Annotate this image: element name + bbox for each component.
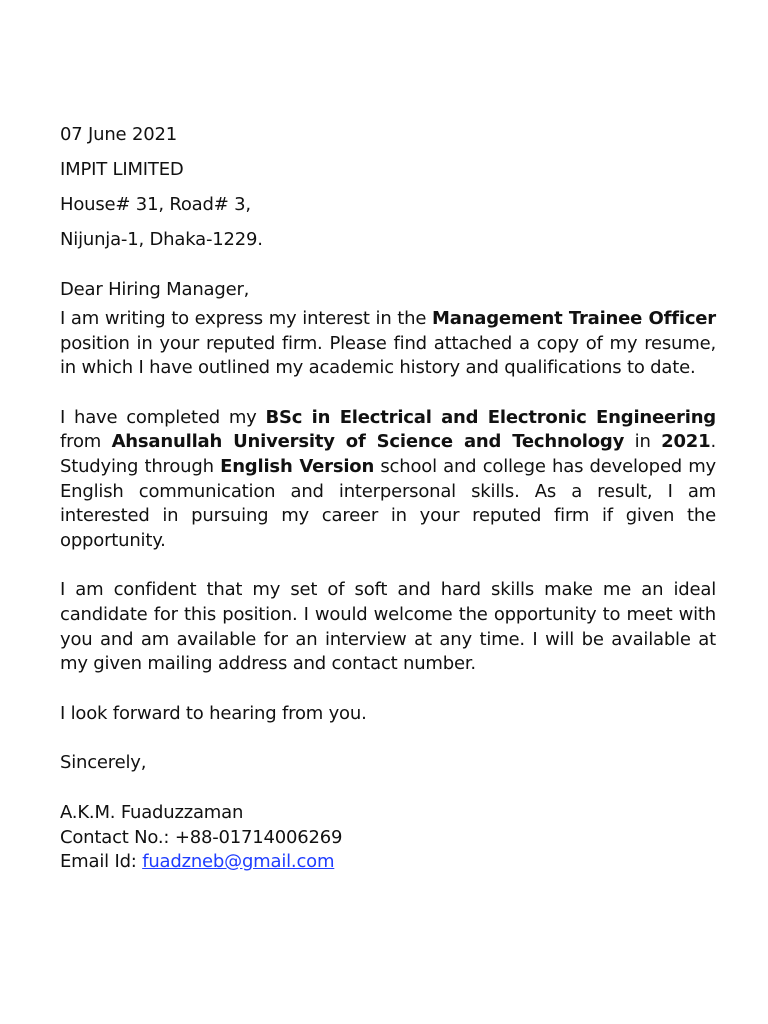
paragraph-education [60,406,716,554]
signature-email [60,850,716,875]
medium: English Version [220,455,375,477]
text-run: I have completed my [60,406,266,428]
spacer [60,776,716,801]
text-run: school and college has developed my English communication and interpersonal skills. As a result, I am interested in pursuing my career in your reputed firm if given the opportunity. [60,455,716,551]
spacer [60,677,716,702]
graduation-year: 2021 [661,431,711,453]
spacer [60,381,716,406]
text-run: in [624,431,662,453]
email-label: Email Id: [60,851,143,873]
paragraph-confidence: I am confident that my set of soft and hard skills make me an ideal candidate for this position. I would welcome the opportunity to meet with you and am available for an interview at any time. I will be available at my given mailing address and contact number. [60,579,716,675]
text-run: . Studying through [60,431,716,477]
address-line-1: House# 31, Road# 3, [60,194,251,215]
university: Ahsanullah University of Science and Technology [111,431,625,453]
position-title: Management Trainee Officer [432,308,716,329]
signature-name: A.K.M. Fuaduzzaman [60,801,244,823]
email-link[interactable]: fuadzneb@gmail.com [142,851,335,873]
text-run: I am writing to express my interest in the [60,308,433,329]
company-name: IMPIT LIMITED [60,159,184,180]
degree: BSc in Electrical and Electronic Engineering [265,406,716,428]
cover-letter [60,117,716,875]
closing-word: Sincerely, [60,752,147,774]
spacer [60,553,716,578]
address-line-2: Nijunja-1, Dhaka-1229. [60,229,263,250]
paragraph-closing: I look forward to hearing from you. [60,702,367,724]
spacer [60,726,716,751]
paragraph-intro [60,307,716,381]
text-run: position in your reputed firm. Please find attached a copy of my resume, in which I have outlined my academic history and qualifications to date. [60,332,716,379]
signature-contact: Contact No.: +88-01714006269 [60,826,343,848]
salutation: Dear Hiring Manager, [60,279,250,300]
text-run: from [60,431,112,453]
letter-date: 07 June 2021 [60,124,177,145]
